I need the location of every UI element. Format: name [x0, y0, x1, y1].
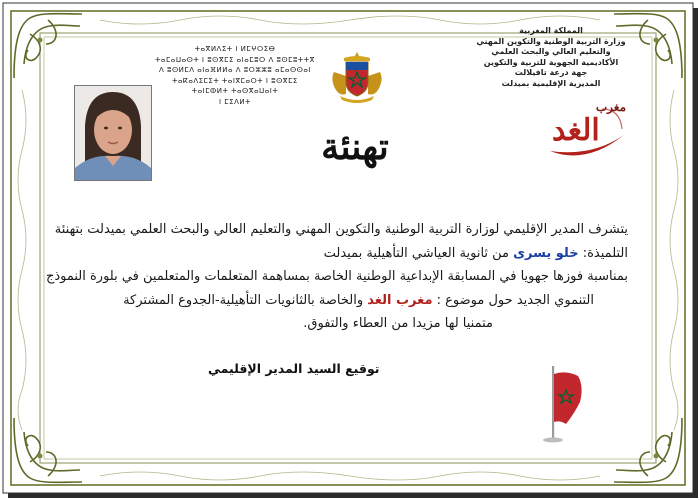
ministry-line: جهة درعة تافيلالت	[514, 68, 588, 77]
ministry-line: ⵜⴰⵎⴰⵡⴰⵙⵜ ⵏ ⵓⵙⴳⵎⵉ ⴰⵏⴰⵎⵓⵔ ⴷ ⵓⵙⵎⵓⵜⵜⴳ	[155, 55, 315, 64]
theme-label: التنموي الجديد حول موضوع :	[432, 292, 594, 308]
ministry-line: ⵜⴰⵏⵎⵀⵍⵜ ⵜⴰⵙⴳⴰⵡⴰⵏⵜ	[191, 87, 279, 95]
ministry-line: ⵜⴰⴽⴰⴷⵉⵎⵉⵜ ⵜⴰⵏⴳⵎⴰⵔⵜ ⵏ ⵓⵙⴳⵎⵉ	[172, 76, 298, 85]
ministry-line: المملكة المغربية	[519, 26, 583, 35]
ministry-line: المديرية الإقليمية بميدلت	[501, 78, 601, 88]
ministry-header-arabic	[466, 26, 636, 89]
coat-of-arms-icon	[330, 50, 384, 104]
morocco-flag-icon	[538, 362, 588, 444]
body-line-5: متمنيا لها مزيدا من العطاء والتفوق.	[303, 316, 493, 331]
school-text: من ثانوية العياشي التأهيلية بميدلت	[323, 245, 514, 261]
student-portrait-image	[75, 86, 151, 180]
certificate-body	[45, 218, 628, 336]
brand-top-word: مغرب	[595, 100, 626, 114]
ministry-line: ⵏ ⵎⵉⴷⵍⵜ	[219, 97, 251, 106]
brand-main-word: الغد	[552, 113, 600, 148]
certificate-title: تهنئة	[321, 126, 389, 168]
ministry-header-tifinagh	[150, 44, 320, 107]
ministry-line: وزارة التربية الوطنية والتكوين المهني	[476, 36, 626, 46]
body-line-4	[68, 289, 628, 313]
category-text: والخاصة بالثانويات التأهيلية-الجدوع المشتركة	[123, 292, 368, 308]
ministry-line: ⴷ ⵓⵙⵍⵎⴷ ⴰⵏⴰⴼⵍⵍⴰ ⴷ ⵓⵔⵣⵣⵓ ⴰⵎⴰⵙⵙⴰⵏ	[159, 66, 311, 74]
body-line-3: بمناسبة فوزها جهويا في المسابقة الإبداعية الوطنية الخاصة بمساهمة المتعلمات والمتعلمين في بلورة النموذج	[45, 269, 628, 284]
body-line-1: يتشرف المدير الإقليمي لوزارة التربية الوطنية والتكوين المهني والتعليم العالي والبحث العلمي بميدلت بتهنئة	[54, 222, 628, 237]
competition-theme: مغرب الغد	[367, 292, 433, 308]
ministry-line: الأكاديمية الجهوية للتربية والتكوين	[483, 57, 619, 67]
student-photo	[74, 85, 152, 181]
ministry-line: ⵜⴰⴳⵍⴷⵉⵜ ⵏ ⵍⵎⵖⵔⵉⴱ	[194, 45, 276, 53]
maghrib-al-ghad-logo	[542, 95, 632, 165]
student-label: التلميذة:	[578, 245, 628, 261]
signature-label: توقيع السيد المدير الإقليمي	[208, 361, 380, 376]
body-line-2	[68, 242, 628, 266]
ministry-line: والتعليم العالي والبحث العلمي	[491, 47, 611, 56]
student-name: خلو يسرى	[513, 245, 579, 261]
